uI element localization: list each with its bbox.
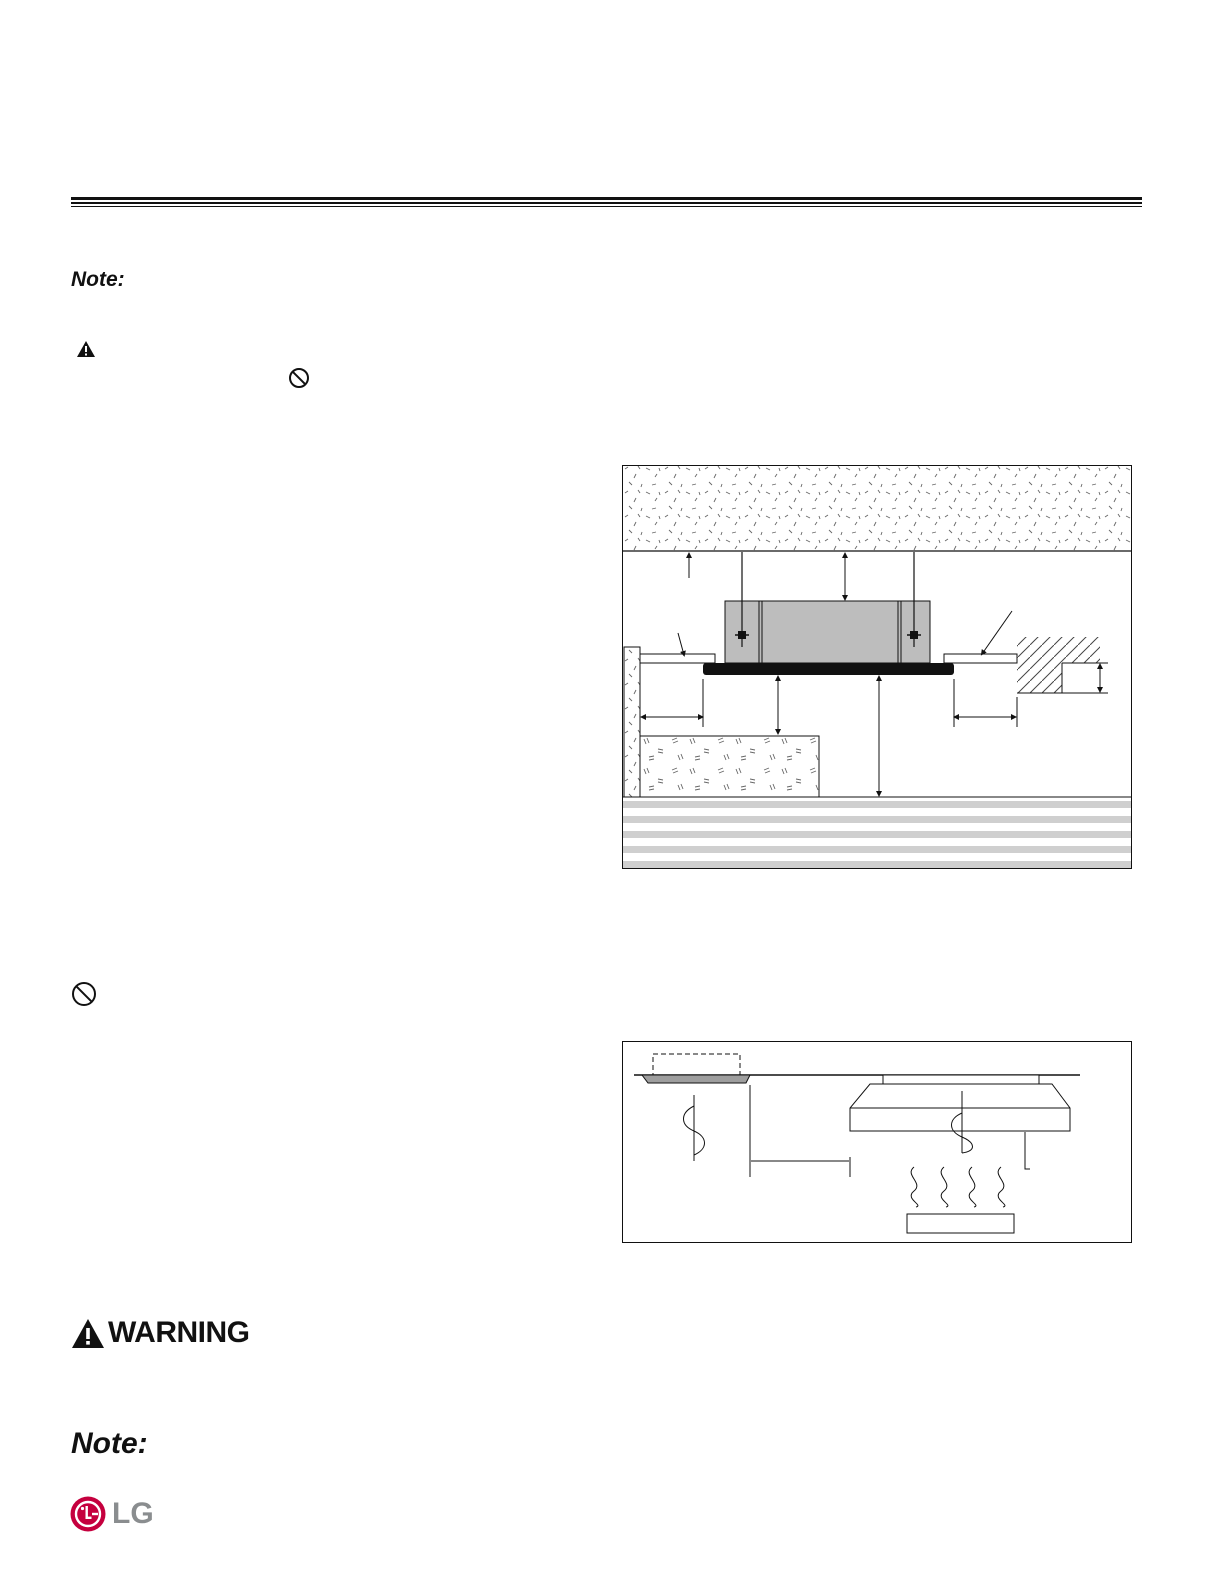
installation-clearance-diagram [622,465,1132,869]
heat-source-clearance-diagram [622,1041,1132,1244]
lg-wordmark: LG [112,1497,154,1530]
lg-face-icon [70,1496,106,1532]
prohibited-icon [71,981,97,1007]
lg-logo [70,1496,154,1532]
prohibited-icon [288,367,310,389]
caution-triangle-icon [76,340,96,358]
note-label-top: Note: [71,268,125,291]
note-label-bottom: Note: [71,1427,148,1460]
warning-triangle-icon [71,1318,105,1349]
warning-label: WARNING [108,1316,250,1349]
warning-banner [71,1316,250,1350]
